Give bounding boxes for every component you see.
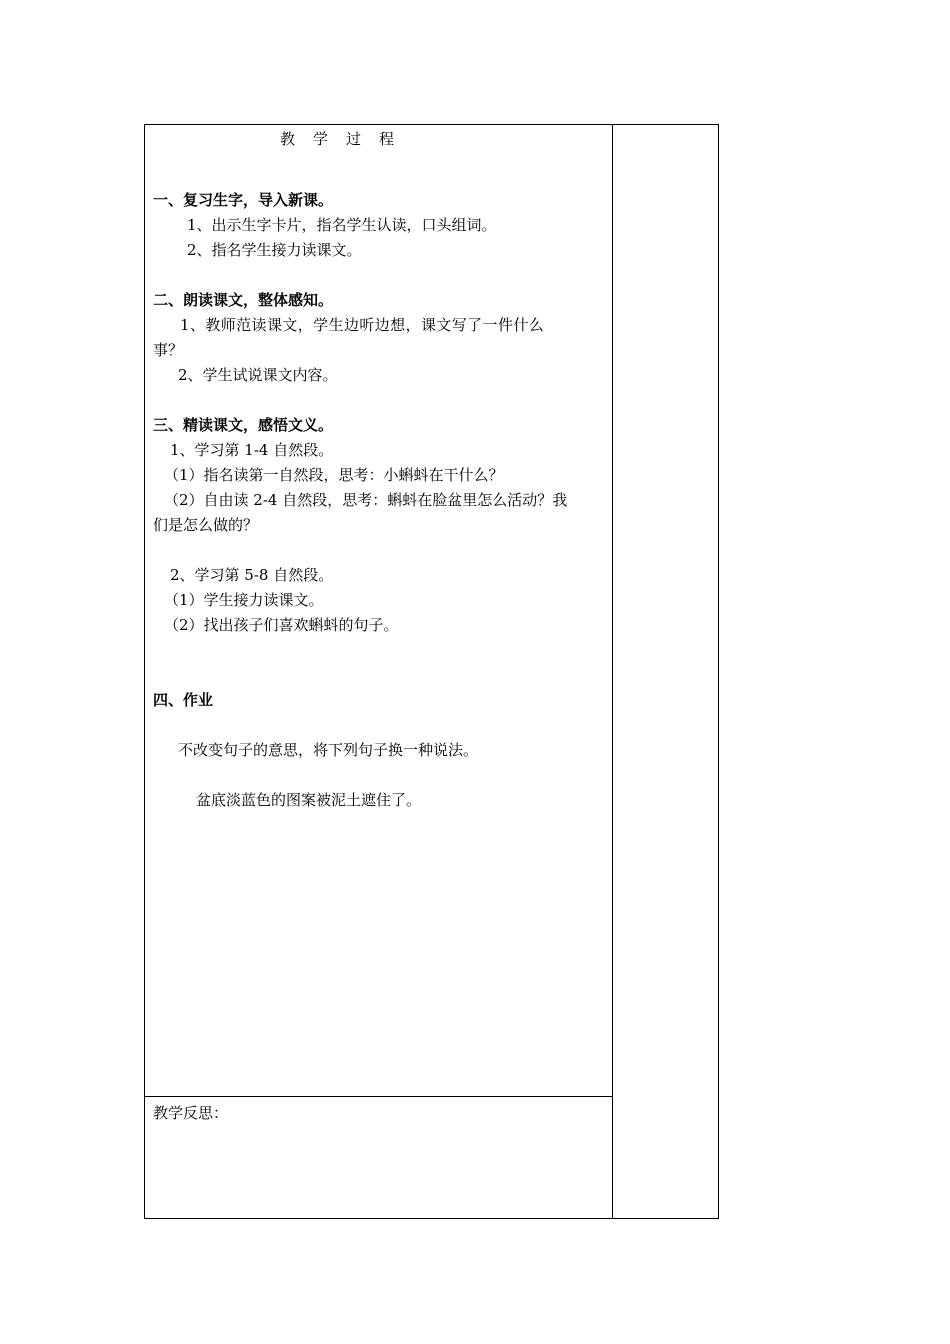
title-char: 过	[346, 130, 362, 148]
step-text: 们是怎么做的？	[153, 516, 259, 534]
lesson-table	[144, 124, 719, 1219]
step-text: （1）指名读第一自然段，思考：小蝌蚪在干什么？	[164, 466, 504, 484]
homework-sentence: 盆底淡蓝色的图案被泥土遮住了。	[196, 791, 422, 809]
heading-homework: 四、作业	[153, 691, 214, 709]
homework-instruction: 不改变句子的意思，将下列句子换一种说法。	[178, 741, 479, 759]
column-divider	[612, 124, 613, 1219]
step-text: 2、学生试说课文内容。	[178, 366, 338, 384]
reflection-label: 教学反思：	[153, 1104, 229, 1122]
step-text: 2、学习第 5-8 自然段。	[170, 566, 334, 584]
heading-review: 一、复习生字，导入新课。	[153, 191, 334, 209]
title-char: 学	[313, 130, 329, 148]
row-divider	[144, 1096, 613, 1097]
step-text: 1、出示生字卡片，指名学生认读，口头组词。	[187, 216, 497, 234]
step-text: 1、教师范读课文，学生边听边想，课文写了一件什么	[180, 316, 545, 334]
heading-reading: 二、朗读课文，整体感知。	[153, 291, 334, 309]
step-text: （2）找出孩子们喜欢蝌蚪的句子。	[164, 616, 399, 634]
heading-close-reading: 三、精读课文，感悟文义。	[153, 416, 334, 434]
step-text: （2）自由读 2-4 自然段，思考：蝌蚪在脸盆里怎么活动？我	[164, 491, 568, 509]
step-text: 2、指名学生接力读课文。	[187, 241, 362, 259]
step-text: 1、学习第 1-4 自然段。	[170, 441, 334, 459]
step-text: 事？	[153, 341, 184, 359]
title-char: 程	[379, 130, 395, 148]
section-title	[280, 129, 412, 149]
step-text: （1）学生接力读课文。	[164, 591, 324, 609]
title-char: 教	[280, 130, 296, 148]
